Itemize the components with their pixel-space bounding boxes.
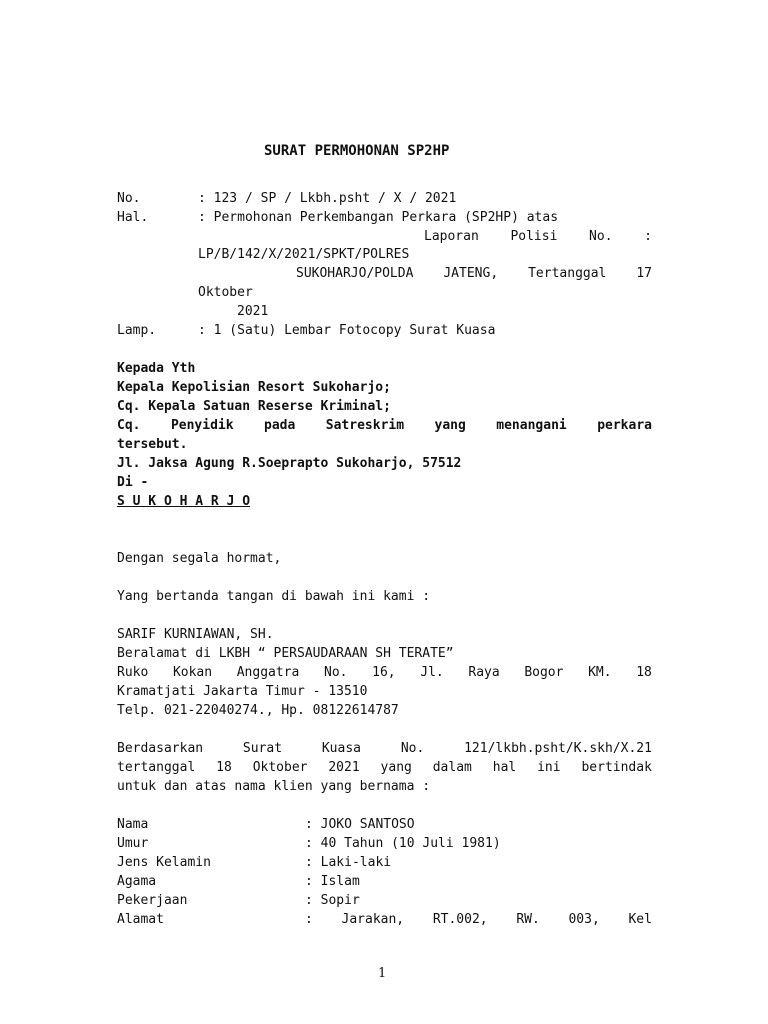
word: Satreskrim <box>325 418 405 433</box>
recipient-line-1: Kepada Yth <box>117 361 196 376</box>
lamp-value: : 1 (Satu) Lembar Fotocopy Surat Kuasa <box>198 323 496 338</box>
word: Laporan <box>424 229 479 244</box>
client-value: : JOKO SANTOSO <box>305 817 415 832</box>
word: perkara <box>597 418 652 433</box>
client-value: : Islam <box>305 874 360 889</box>
word: No. <box>589 229 613 244</box>
document-title: SURAT PERMOHONAN SP2HP <box>264 143 450 159</box>
client-label: Umur <box>117 836 149 851</box>
word: RT.002, <box>432 912 488 927</box>
word: JATENG, <box>443 266 499 281</box>
intro-text: Yang bertanda tangan di bawah ini kami : <box>117 589 431 604</box>
word: Ruko <box>117 665 149 680</box>
word: No. <box>400 741 425 756</box>
no-label: No. <box>117 191 141 206</box>
sender-phone: Telp. 021-22040274., Hp. 08122614787 <box>117 703 399 718</box>
word: menangani <box>496 418 567 433</box>
word: 121/lkbh.psht/K.skh/X.21 <box>464 741 652 756</box>
word: Kel <box>628 912 652 927</box>
word: RW. <box>516 912 540 927</box>
hal-line-6: 2021 <box>237 304 269 319</box>
word: Raya <box>468 665 500 680</box>
client-value: : Laki-laki <box>305 855 392 870</box>
word: 16, <box>372 665 396 680</box>
word: Cq. <box>117 418 141 433</box>
word: Bogor <box>524 665 564 680</box>
word: yang <box>434 418 466 433</box>
word: Kokan <box>172 665 213 680</box>
word: hal <box>492 760 517 775</box>
word: 17 <box>636 266 652 281</box>
recipient-line-5: tersebut. <box>117 437 188 452</box>
no-value: : 123 / SP / Lkbh.psht / X / 2021 <box>198 191 457 206</box>
word: KM. <box>588 665 612 680</box>
paragraph-line-2 <box>117 759 652 777</box>
greeting: Dengan segala hormat, <box>117 551 282 566</box>
recipient-line-4 <box>117 417 652 435</box>
word: Jarakan, <box>341 912 405 927</box>
recipient-di: Di - <box>117 475 149 490</box>
word: Polisi <box>510 229 558 244</box>
paragraph-line-3: untuk dan atas nama klien yang bernama : <box>117 779 431 794</box>
word: Tertanggal <box>528 266 607 281</box>
word: Berdasarkan <box>117 741 204 756</box>
word: 2021 <box>328 760 360 775</box>
client-value: : Sopir <box>305 893 360 908</box>
client-label: Nama <box>117 817 149 832</box>
word: tertanggal <box>117 760 196 775</box>
word: ini <box>537 760 561 775</box>
page-number: 1 <box>378 966 387 981</box>
client-alamat-label: Alamat <box>117 912 164 927</box>
hal-value: : Permohonan Perkembangan Perkara (SP2HP) atas <box>198 210 559 225</box>
client-label: Pekerjaan <box>117 893 188 908</box>
word: Jl. <box>420 665 444 680</box>
word: Anggatra <box>236 665 300 680</box>
hal-line-3: LP/B/142/X/2021/SPKT/POLRES <box>198 247 410 262</box>
client-alamat-value <box>305 911 652 929</box>
client-value: : 40 Tahun (10 Juli 1981) <box>305 836 501 851</box>
word: yang <box>380 760 412 775</box>
hal-line-5: Oktober <box>198 285 253 300</box>
word: No. <box>324 665 348 680</box>
word: bertindak <box>581 760 652 775</box>
word: dalam <box>432 760 472 775</box>
recipient-line-2: Kepala Kepolisian Resort Sukoharjo; <box>117 380 391 395</box>
lamp-label: Lamp. <box>117 323 157 338</box>
word: pada <box>264 418 296 433</box>
hal-label: Hal. <box>117 210 149 225</box>
word: : <box>644 229 652 244</box>
word: 003, <box>568 912 600 927</box>
sender-name: SARIF KURNIAWAN, SH. <box>117 627 274 642</box>
recipient-line-3: Cq. Kepala Satuan Reserse Kriminal; <box>117 399 391 414</box>
word: 18 <box>636 665 652 680</box>
sender-address-1 <box>117 664 652 682</box>
word: Penyidik <box>170 418 234 433</box>
sender-office: Beralamat di LKBH “ PERSAUDARAAN SH TERATE” <box>117 646 454 661</box>
word: Surat <box>242 741 283 756</box>
client-label: Agama <box>117 874 157 889</box>
hal-line-2 <box>424 228 652 246</box>
client-label: Jens Kelamin <box>117 855 211 870</box>
word: Oktober <box>252 760 308 775</box>
recipient-city: S U K O H A R J O <box>117 494 251 509</box>
hal-line-4 <box>296 265 652 283</box>
word: 18 <box>216 760 232 775</box>
word: SUKOHARJO/POLDA <box>296 266 414 281</box>
word: Kuasa <box>321 741 361 756</box>
recipient-address: Jl. Jaksa Agung R.Soeprapto Sukoharjo, 57512 <box>117 456 462 471</box>
word: : <box>305 912 313 927</box>
paragraph-line-1 <box>117 740 652 758</box>
sender-address-2: Kramatjati Jakarta Timur - 13510 <box>117 684 368 699</box>
